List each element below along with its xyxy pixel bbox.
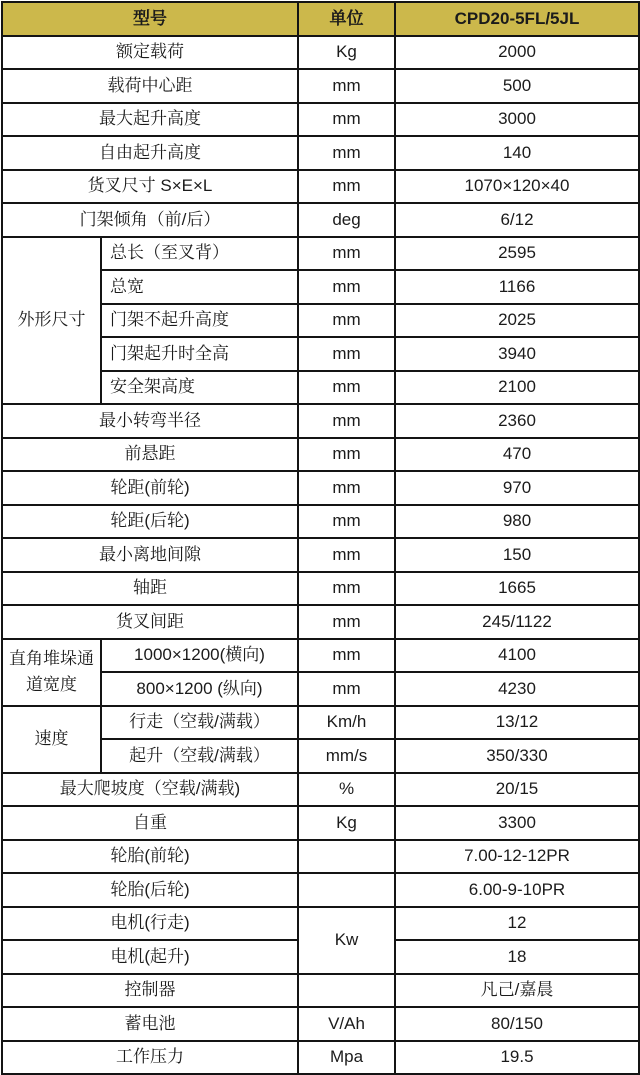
unit-cell: mm: [298, 103, 395, 137]
unit-cell: Km/h: [298, 706, 395, 740]
spec-row: [2, 1007, 639, 1041]
spec-row: [2, 103, 639, 137]
spec-row: [2, 773, 639, 807]
spec-label-cell: 前悬距: [2, 438, 298, 472]
spec-label-cell: 电机(起升): [2, 940, 298, 974]
unit-cell: Mpa: [298, 1041, 395, 1075]
spec-row: [2, 1041, 639, 1075]
spec-row: [2, 170, 639, 204]
value-cell: 80/150: [395, 1007, 639, 1041]
spec-row: [2, 404, 639, 438]
value-cell: 19.5: [395, 1041, 639, 1075]
spec-label-cell: 自由起升高度: [2, 136, 298, 170]
spec-label-cell: 货叉尺寸 S×E×L: [2, 170, 298, 204]
spec-row: [2, 840, 639, 874]
value-cell: 2360: [395, 404, 639, 438]
unit-cell: mm: [298, 270, 395, 304]
value-cell: 6/12: [395, 203, 639, 237]
value-cell: 500: [395, 69, 639, 103]
value-cell: 140: [395, 136, 639, 170]
unit-cell: mm/s: [298, 739, 395, 773]
unit-cell: mm: [298, 69, 395, 103]
unit-cell: mm: [298, 404, 395, 438]
value-cell: 18: [395, 940, 639, 974]
spec-row: [2, 538, 639, 572]
unit-cell: mm: [298, 170, 395, 204]
value-cell: 980: [395, 505, 639, 539]
unit-cell: mm: [298, 237, 395, 271]
spec-label-cell: 控制器: [2, 974, 298, 1008]
unit-cell: mm: [298, 572, 395, 606]
value-cell: 凡己/嘉晨: [395, 974, 639, 1008]
unit-cell: mm: [298, 337, 395, 371]
value-cell: 12: [395, 907, 639, 941]
unit-cell: mm: [298, 304, 395, 338]
value-cell: 350/330: [395, 739, 639, 773]
unit-cell: mm: [298, 639, 395, 673]
spec-row: [2, 706, 639, 740]
value-cell: 470: [395, 438, 639, 472]
spec-label-cell: 载荷中心距: [2, 69, 298, 103]
spec-label-cell: 门架起升时全高: [101, 337, 298, 371]
spec-row: [2, 873, 639, 907]
value-cell: 2100: [395, 371, 639, 405]
group-label-cell: 速度: [2, 706, 101, 773]
spec-label-cell: 行走（空载/满载）: [101, 706, 298, 740]
spec-label-cell: 轮胎(后轮): [2, 873, 298, 907]
group-label-cell: 外形尺寸: [2, 237, 101, 405]
unit-cell: [298, 840, 395, 874]
unit-cell: mm: [298, 538, 395, 572]
spec-table-body: [2, 36, 639, 1075]
value-cell: 150: [395, 538, 639, 572]
spec-label-cell: 800×1200 (纵向): [101, 672, 298, 706]
unit-cell: [298, 974, 395, 1008]
value-cell: 3940: [395, 337, 639, 371]
unit-cell: deg: [298, 203, 395, 237]
spec-label-cell: 轴距: [2, 572, 298, 606]
unit-cell: mm: [298, 505, 395, 539]
spec-table: [1, 1, 640, 1075]
value-cell: 1665: [395, 572, 639, 606]
value-cell: 970: [395, 471, 639, 505]
spec-label-cell: 1000×1200(横向): [101, 639, 298, 673]
value-cell: 7.00-12-12PR: [395, 840, 639, 874]
unit-cell: Kg: [298, 36, 395, 70]
spec-label-cell: 最小转弯半径: [2, 404, 298, 438]
spec-label-cell: 总长（至叉背）: [101, 237, 298, 271]
unit-cell: Kg: [298, 806, 395, 840]
value-cell: 2025: [395, 304, 639, 338]
spec-label-cell: 轮距(前轮): [2, 471, 298, 505]
spec-label-cell: 额定载荷: [2, 36, 298, 70]
spec-row: [2, 471, 639, 505]
spec-label-cell: 轮胎(前轮): [2, 840, 298, 874]
spec-row: [2, 572, 639, 606]
value-cell: 13/12: [395, 706, 639, 740]
spec-row: [2, 237, 639, 271]
spec-row: [2, 438, 639, 472]
value-cell: 4230: [395, 672, 639, 706]
unit-cell: mm: [298, 605, 395, 639]
value-cell: 1070×120×40: [395, 170, 639, 204]
header-row: [2, 2, 639, 36]
value-cell: 4100: [395, 639, 639, 673]
spec-row: [2, 806, 639, 840]
value-cell: 2000: [395, 36, 639, 70]
spec-row: [2, 605, 639, 639]
spec-row: [2, 974, 639, 1008]
header-unit-label: 单位: [298, 2, 395, 36]
spec-row: [2, 69, 639, 103]
spec-label-cell: 最大起升高度: [2, 103, 298, 137]
unit-cell: mm: [298, 438, 395, 472]
spec-label-cell: 门架不起升高度: [101, 304, 298, 338]
spec-row: [2, 639, 639, 673]
value-cell: 20/15: [395, 773, 639, 807]
spec-label-cell: 最小离地间隙: [2, 538, 298, 572]
unit-cell: %: [298, 773, 395, 807]
unit-cell: Kw: [298, 907, 395, 974]
value-cell: 1166: [395, 270, 639, 304]
unit-cell: mm: [298, 471, 395, 505]
unit-cell: mm: [298, 672, 395, 706]
unit-cell: [298, 873, 395, 907]
spec-row: [2, 203, 639, 237]
header-model-value: CPD20-5FL/5JL: [395, 2, 639, 36]
unit-cell: mm: [298, 136, 395, 170]
value-cell: 245/1122: [395, 605, 639, 639]
value-cell: 2595: [395, 237, 639, 271]
spec-row: [2, 36, 639, 70]
spec-label-cell: 安全架高度: [101, 371, 298, 405]
spec-label-cell: 轮距(后轮): [2, 505, 298, 539]
unit-cell: V/Ah: [298, 1007, 395, 1041]
value-cell: 3300: [395, 806, 639, 840]
spec-label-cell: 起升（空载/满载）: [101, 739, 298, 773]
spec-row: [2, 505, 639, 539]
spec-label-cell: 蓄电池: [2, 1007, 298, 1041]
unit-cell: mm: [298, 371, 395, 405]
spec-label-cell: 电机(行走): [2, 907, 298, 941]
spec-label-cell: 自重: [2, 806, 298, 840]
group-label-cell: 直角堆垛通道宽度: [2, 639, 101, 706]
spec-label-cell: 门架倾角（前/后）: [2, 203, 298, 237]
value-cell: 6.00-9-10PR: [395, 873, 639, 907]
spec-label-cell: 总宽: [101, 270, 298, 304]
value-cell: 3000: [395, 103, 639, 137]
spec-row: [2, 136, 639, 170]
spec-label-cell: 工作压力: [2, 1041, 298, 1075]
spec-label-cell: 货叉间距: [2, 605, 298, 639]
header-model-label: 型号: [2, 2, 298, 36]
spec-label-cell: 最大爬坡度（空载/满载): [2, 773, 298, 807]
spec-row: [2, 907, 639, 941]
